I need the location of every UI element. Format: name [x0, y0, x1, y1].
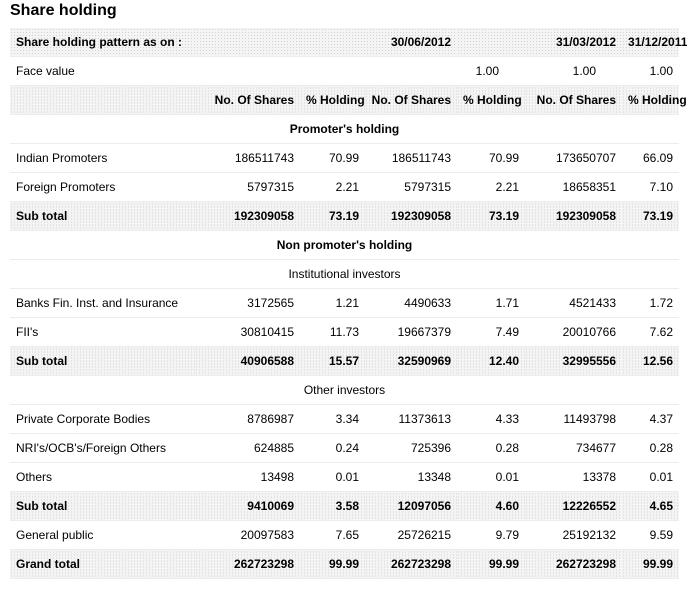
table-cell: 32995556 — [525, 347, 622, 376]
table-cell: 4490633 — [365, 289, 457, 318]
table-row — [10, 144, 679, 173]
table-cell: 9410069 — [195, 492, 300, 521]
row-label: NRI's/OCB's/Foreign Others — [10, 434, 195, 463]
subsection-heading: Institutional investors — [10, 260, 679, 289]
table-cell: 13348 — [365, 463, 457, 492]
table-cell: 11373613 — [365, 405, 457, 434]
row-label: Sub total — [10, 202, 195, 231]
table-row — [10, 173, 679, 202]
column-header: % Holding — [457, 86, 525, 115]
face-value-cell: 1.00 — [525, 57, 622, 86]
table-cell: 12.40 — [457, 347, 525, 376]
section-heading: Non promoter's holding — [10, 231, 679, 260]
table-cell: 11493798 — [525, 405, 622, 434]
table-cell: 4.60 — [457, 492, 525, 521]
table-row — [10, 434, 679, 463]
column-header: No. Of Shares — [195, 86, 300, 115]
table-cell: 99.99 — [622, 550, 679, 579]
table-cell: 0.01 — [622, 463, 679, 492]
table-cell: 12226552 — [525, 492, 622, 521]
table-cell: 20097583 — [195, 521, 300, 550]
table-cell: 192309058 — [525, 202, 622, 231]
table-cell: 73.19 — [457, 202, 525, 231]
table-cell: 0.24 — [300, 434, 365, 463]
row-label: Indian Promoters — [10, 144, 195, 173]
table-row — [10, 289, 679, 318]
table-cell: 8786987 — [195, 405, 300, 434]
table-cell: 0.01 — [457, 463, 525, 492]
share-holding-table — [10, 28, 687, 579]
header-date-2: 31/03/2012 — [457, 28, 622, 57]
table-row — [10, 521, 679, 550]
section-heading-row — [10, 115, 679, 144]
table-cell: 15.57 — [300, 347, 365, 376]
table-cell: 0.28 — [622, 434, 679, 463]
face-value-cell: 1.00 — [622, 57, 679, 86]
subtotal-row — [10, 492, 679, 521]
table-cell: 2.21 — [300, 173, 365, 202]
subsection-heading-row — [10, 376, 679, 405]
table-cell: 9.59 — [622, 521, 679, 550]
table-cell: 624885 — [195, 434, 300, 463]
table-cell: 1.21 — [300, 289, 365, 318]
table-cell: 12.56 — [622, 347, 679, 376]
face-value-cell: 1.00 — [365, 57, 525, 86]
table-cell: 0.01 — [300, 463, 365, 492]
row-label: Foreign Promoters — [10, 173, 195, 202]
table-cell: 3.34 — [300, 405, 365, 434]
table-cell: 4.33 — [457, 405, 525, 434]
row-label: Sub total — [10, 492, 195, 521]
face-value-row — [10, 57, 679, 86]
table-cell: 99.99 — [300, 550, 365, 579]
row-label: Private Corporate Bodies — [10, 405, 195, 434]
table-cell: 186511743 — [365, 144, 457, 173]
table-cell: 262723298 — [195, 550, 300, 579]
table-cell: 11.73 — [300, 318, 365, 347]
table-cell: 262723298 — [365, 550, 457, 579]
table-cell: 5797315 — [195, 173, 300, 202]
table-cell: 99.99 — [457, 550, 525, 579]
row-label: Banks Fin. Inst. and Insurance — [10, 289, 195, 318]
row-label: FII's — [10, 318, 195, 347]
column-header: % Holding — [300, 86, 365, 115]
table-row — [10, 405, 679, 434]
subtotal-row — [10, 202, 679, 231]
table-cell: 3.58 — [300, 492, 365, 521]
table-cell: 4.37 — [622, 405, 679, 434]
subsection-heading: Other investors — [10, 376, 679, 405]
subsection-heading-row — [10, 260, 679, 289]
grand-total-row — [10, 550, 679, 579]
column-header-row — [10, 86, 679, 115]
row-label: Face value — [10, 57, 195, 86]
table-cell: 725396 — [365, 434, 457, 463]
table-cell: 7.65 — [300, 521, 365, 550]
table-cell: 73.19 — [300, 202, 365, 231]
table-cell: 173650707 — [525, 144, 622, 173]
table-cell: 66.09 — [622, 144, 679, 173]
table-cell: 7.10 — [622, 173, 679, 202]
table-cell: 30810415 — [195, 318, 300, 347]
column-header: No. Of Shares — [525, 86, 622, 115]
table-cell: 4521433 — [525, 289, 622, 318]
table-cell: 1.71 — [457, 289, 525, 318]
row-label: General public — [10, 521, 195, 550]
header-date-1: 30/06/2012 — [300, 28, 457, 57]
table-cell: 192309058 — [195, 202, 300, 231]
section-heading-row — [10, 231, 679, 260]
row-label: Grand total — [10, 550, 195, 579]
table-cell: 19667379 — [365, 318, 457, 347]
table-cell: 192309058 — [365, 202, 457, 231]
table-cell: 70.99 — [457, 144, 525, 173]
table-cell: 734677 — [525, 434, 622, 463]
row-label: Sub total — [10, 347, 195, 376]
header-label: Share holding pattern as on : — [10, 28, 300, 57]
column-header: % Holding — [622, 86, 679, 115]
table-cell: 32590969 — [365, 347, 457, 376]
table-cell: 73.19 — [622, 202, 679, 231]
table-cell: 40906588 — [195, 347, 300, 376]
table-cell: 0.28 — [457, 434, 525, 463]
table-cell: 3172565 — [195, 289, 300, 318]
table-cell: 186511743 — [195, 144, 300, 173]
table-cell: 13498 — [195, 463, 300, 492]
table-cell: 7.49 — [457, 318, 525, 347]
page-title: Share holding — [10, 2, 117, 19]
table-cell: 7.62 — [622, 318, 679, 347]
table-row — [10, 318, 679, 347]
table-cell: 262723298 — [525, 550, 622, 579]
column-header: No. Of Shares — [365, 86, 457, 115]
table-cell: 25192132 — [525, 521, 622, 550]
table-cell: 5797315 — [365, 173, 457, 202]
table-cell: 13378 — [525, 463, 622, 492]
table-cell: 1.72 — [622, 289, 679, 318]
subtotal-row — [10, 347, 679, 376]
table-cell: 12097056 — [365, 492, 457, 521]
table-cell: 2.21 — [457, 173, 525, 202]
section-heading: Promoter's holding — [10, 115, 679, 144]
table-row — [10, 463, 679, 492]
table-cell: 4.65 — [622, 492, 679, 521]
table-cell: 20010766 — [525, 318, 622, 347]
header-row — [10, 28, 679, 57]
table-cell: 70.99 — [300, 144, 365, 173]
header-date-3: 31/12/2011 — [622, 28, 679, 57]
table-cell: 25726215 — [365, 521, 457, 550]
row-label: Others — [10, 463, 195, 492]
table-cell: 18658351 — [525, 173, 622, 202]
table-cell: 9.79 — [457, 521, 525, 550]
